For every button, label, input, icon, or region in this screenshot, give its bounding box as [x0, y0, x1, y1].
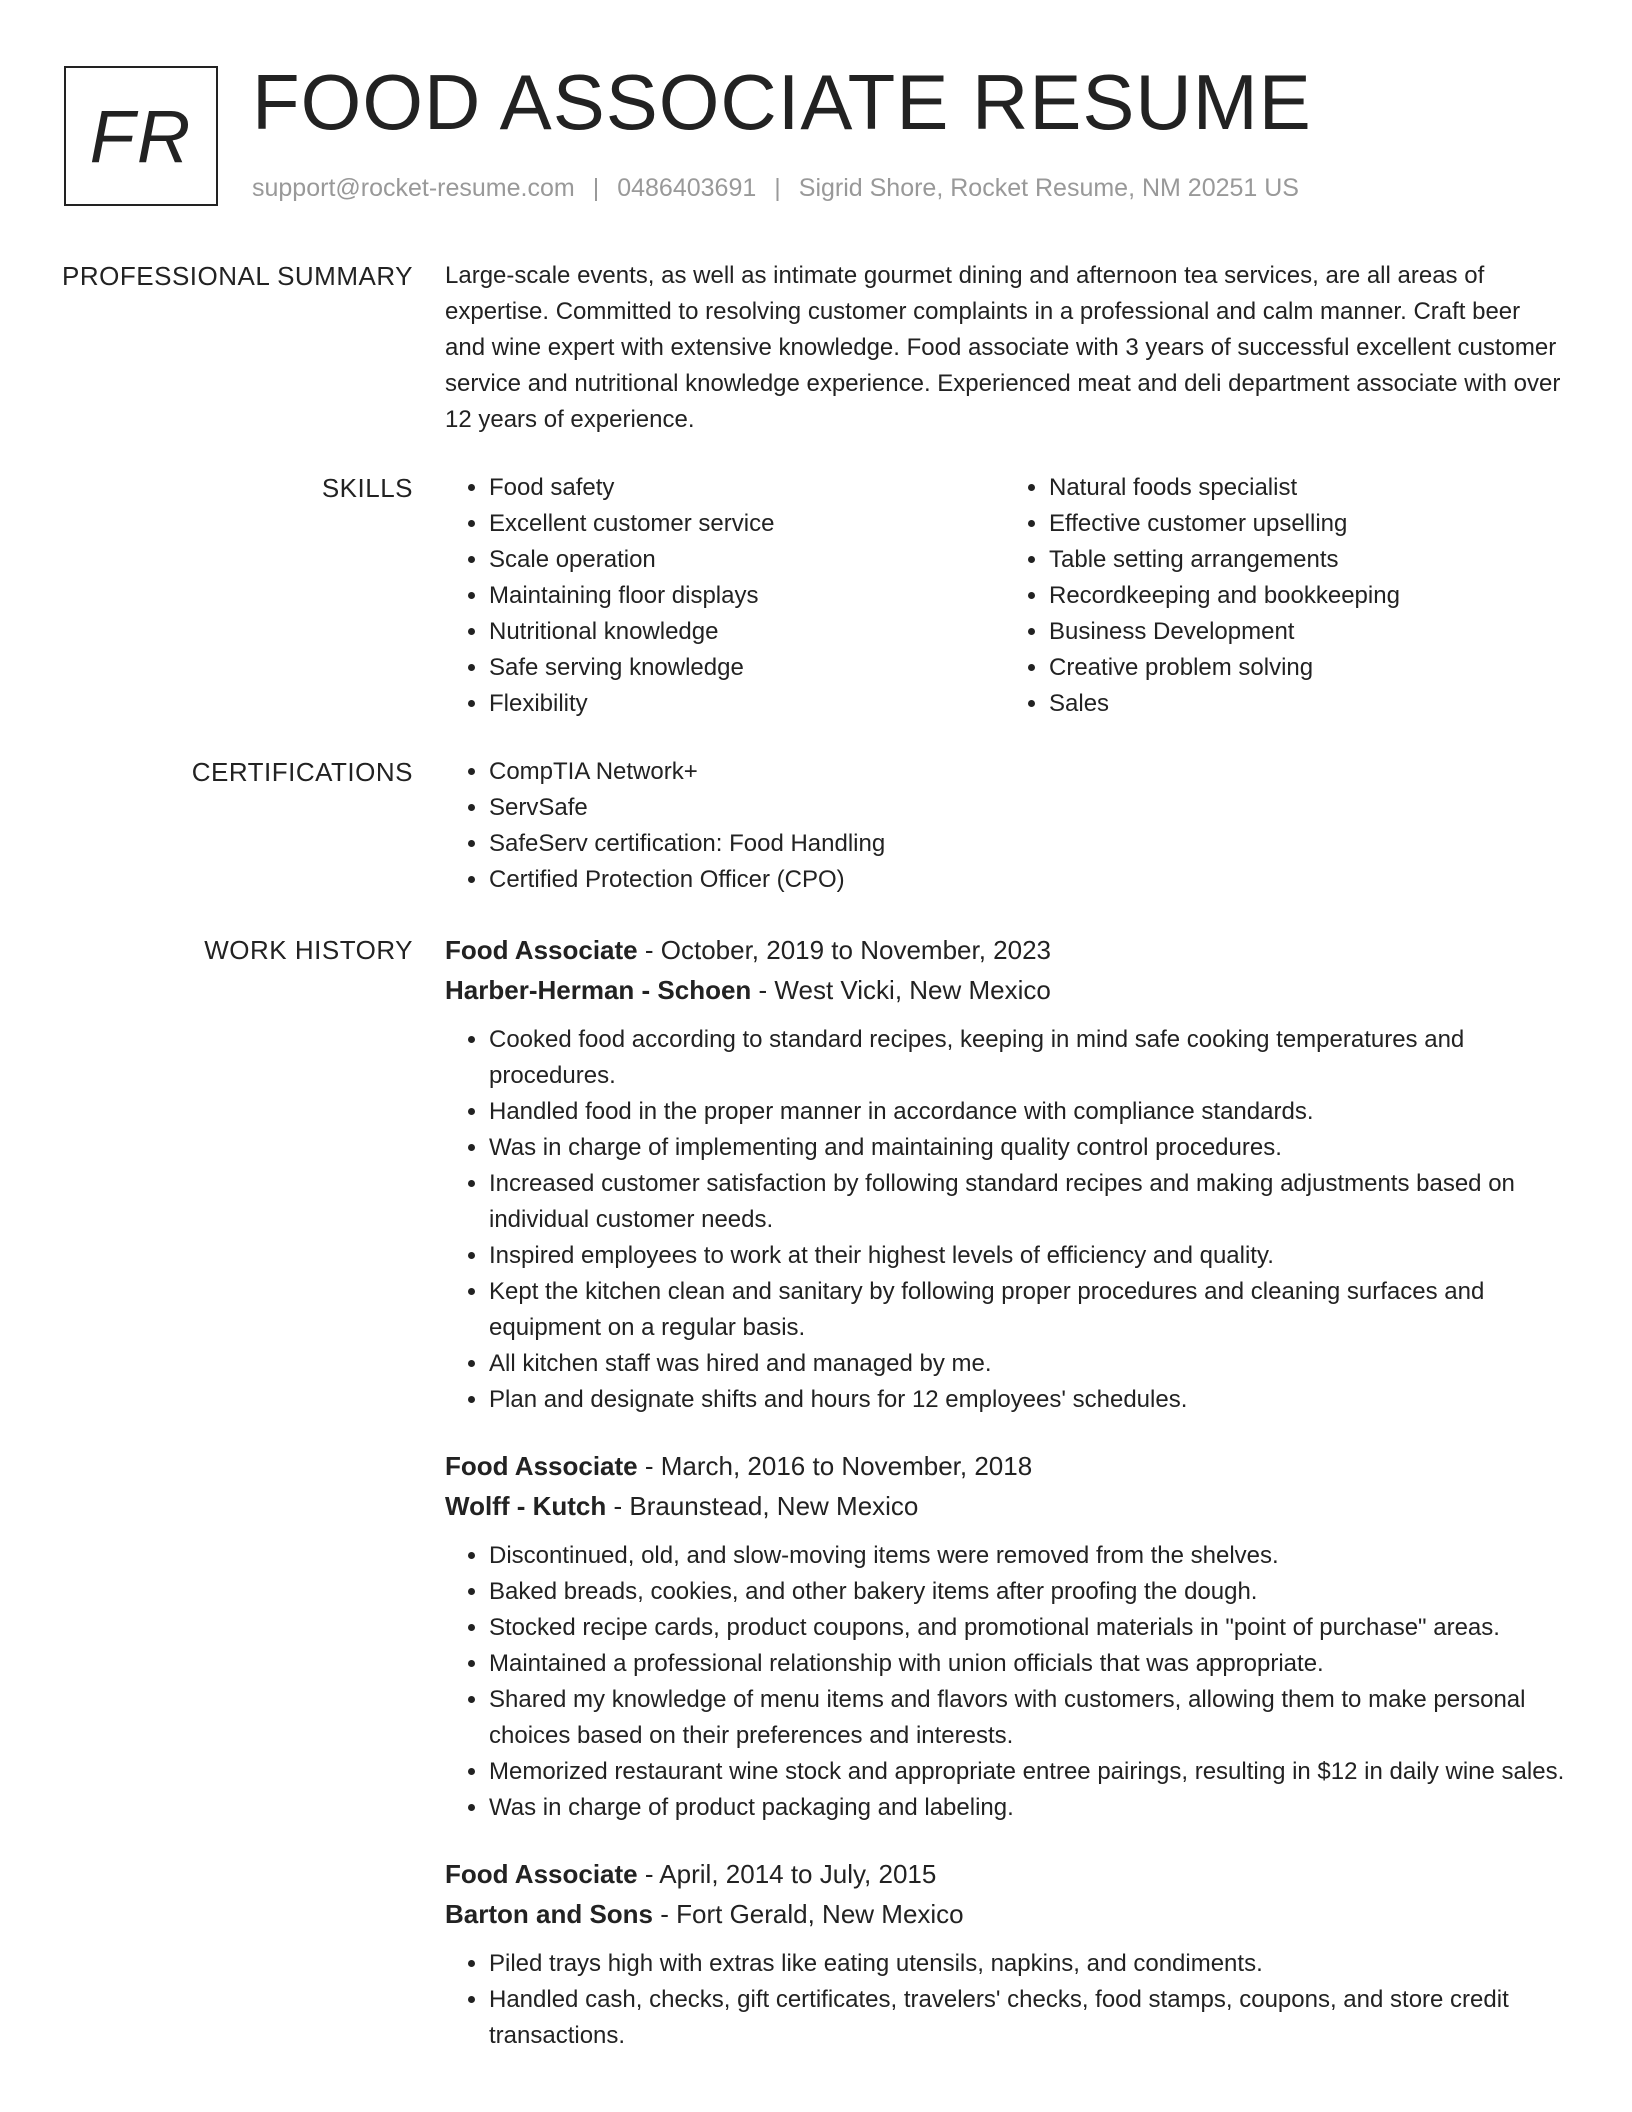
- job-entry: [445, 1854, 1565, 2054]
- job-company-line: [445, 1894, 1565, 1934]
- skill-item: • Table setting arrangements: [1049, 542, 1565, 578]
- job-bullet: • All kitchen staff was hired and managed by me.: [489, 1346, 1565, 1382]
- job-company-line: [445, 1486, 1565, 1526]
- job-title-line: [445, 930, 1565, 970]
- job-title: Food Associate: [445, 935, 638, 965]
- job-bullet: • Kept the kitchen clean and sanitary by following proper procedures and cleaning surfaces and equipment on a regular basis.: [489, 1274, 1565, 1346]
- certifications-body: [445, 754, 1565, 898]
- job-bullet: • Maintained a professional relationship with union officials that was appropriate.: [489, 1646, 1565, 1682]
- job-dates: - October, 2019 to November, 2023: [637, 935, 1051, 965]
- contact-separator: |: [774, 174, 781, 202]
- job-bullet: • Increased customer satisfaction by following standard recipes and making adjustments based on individual customer needs.: [489, 1166, 1565, 1238]
- certifications-heading: CERTIFICATIONS: [191, 757, 413, 787]
- skill-item: • Maintaining floor displays: [489, 578, 1005, 614]
- job-bullet: • Baked breads, cookies, and other bakery items after proofing the dough.: [489, 1574, 1565, 1610]
- contact-line: [252, 174, 1299, 203]
- job-bullet: • Cooked food according to standard recipes, keeping in mind safe cooking temperatures and procedures.: [489, 1022, 1565, 1094]
- contact-separator: |: [592, 174, 600, 202]
- job-location: - West Vicki, New Mexico: [751, 975, 1051, 1005]
- job-entry: [445, 1446, 1565, 1826]
- job-bullet: • Plan and designate shifts and hours for 12 employees' schedules.: [489, 1382, 1565, 1418]
- job-location: - Fort Gerald, New Mexico: [653, 1899, 964, 1929]
- certification-item: • SafeServ certification: Food Handling: [489, 826, 1565, 862]
- skill-item: • Scale operation: [489, 542, 1005, 578]
- certifications-list: [445, 754, 1565, 898]
- skill-item: • Nutritional knowledge: [489, 614, 1005, 650]
- skills-heading: SKILLS: [321, 473, 413, 503]
- skill-item: • Food safety: [489, 470, 1005, 506]
- job-bullet: • Inspired employees to work at their highest levels of efficiency and quality.: [489, 1238, 1565, 1274]
- job-company: Harber-Herman - Schoen: [445, 975, 752, 1005]
- contact-address: Sigrid Shore, Rocket Resume, NM 20251 US: [798, 174, 1299, 202]
- job-bullets: [445, 1022, 1565, 1418]
- skill-item: • Flexibility: [489, 686, 1005, 722]
- skills-columns: [445, 470, 1565, 722]
- job-bullet: • Discontinued, old, and slow-moving items were removed from the shelves.: [489, 1538, 1565, 1574]
- summary-heading: PROFESSIONAL SUMMARY: [62, 261, 413, 291]
- job-title: Food Associate: [445, 1451, 638, 1481]
- skill-item: • Excellent customer service: [489, 506, 1005, 542]
- job-entry: [445, 930, 1565, 1418]
- skill-item: • Business Development: [1049, 614, 1565, 650]
- certification-item: • ServSafe: [489, 790, 1565, 826]
- job-dates: - April, 2014 to July, 2015: [637, 1859, 937, 1889]
- contact-phone: 0486403691: [617, 174, 757, 202]
- job-bullet: • Stocked recipe cards, product coupons, and promotional materials in "point of purchase" areas.: [489, 1610, 1565, 1646]
- work-history-heading: WORK HISTORY: [204, 935, 413, 965]
- skill-item: • Safe serving knowledge: [489, 650, 1005, 686]
- job-bullet: • Piled trays high with extras like eating utensils, napkins, and condiments.: [489, 1946, 1565, 1982]
- summary-text: Large-scale events, as well as intimate gourmet dining and afternoon tea services, are all areas of expertise. Committed to resolving customer complaints in a professional and calm manner. Craft beer and wine expert with extensive knowledge. Food associate with 3 years of successful excellent customer service and nutritional knowledge experience. Experienced meat and deli department associate with over 12 years of experience.: [445, 262, 1561, 433]
- skill-item: • Creative problem solving: [1049, 650, 1565, 686]
- job-dates: - March, 2016 to November, 2018: [637, 1451, 1033, 1481]
- job-bullet: • Memorized restaurant wine stock and appropriate entree pairings, resulting in $12 in daily wine sales.: [489, 1754, 1565, 1790]
- job-title: Food Associate: [445, 1859, 638, 1889]
- job-company: Wolff - Kutch: [445, 1491, 607, 1521]
- skill-item: • Natural foods specialist: [1049, 470, 1565, 506]
- job-company: Barton and Sons: [445, 1899, 654, 1929]
- job-company-line: [445, 970, 1565, 1010]
- contact-email: support@rocket-resume.com: [252, 174, 575, 202]
- skill-item: • Effective customer upselling: [1049, 506, 1565, 542]
- job-bullet: • Handled food in the proper manner in accordance with compliance standards.: [489, 1094, 1565, 1130]
- skill-item: • Recordkeeping and bookkeeping: [1049, 578, 1565, 614]
- job-title-line: [445, 1854, 1565, 1894]
- job-bullets: [445, 1946, 1565, 2054]
- job-title-line: [445, 1446, 1565, 1486]
- skills-list-right: [1005, 470, 1565, 722]
- job-location: - Braunstead, New Mexico: [606, 1491, 919, 1521]
- job-bullet: • Was in charge of product packaging and labeling.: [489, 1790, 1565, 1826]
- job-bullet: • Handled cash, checks, gift certificates, travelers' checks, food stamps, coupons, and store credit transactions.: [489, 1982, 1565, 2054]
- work-history-body: [445, 930, 1565, 2082]
- job-bullets: [445, 1538, 1565, 1826]
- certification-item: • Certified Protection Officer (CPO): [489, 862, 1565, 898]
- job-bullet: • Was in charge of implementing and maintaining quality control procedures.: [489, 1130, 1565, 1166]
- job-bullet: • Shared my knowledge of menu items and flavors with customers, allowing them to make personal choices based on their preferences and interests.: [489, 1682, 1565, 1754]
- monogram-initials: FR: [64, 66, 218, 206]
- certification-item: • CompTIA Network+: [489, 754, 1565, 790]
- resume-title: FOOD ASSOCIATE RESUME: [252, 58, 1312, 146]
- skill-item: • Sales: [1049, 686, 1565, 722]
- skills-list-left: [445, 470, 1005, 722]
